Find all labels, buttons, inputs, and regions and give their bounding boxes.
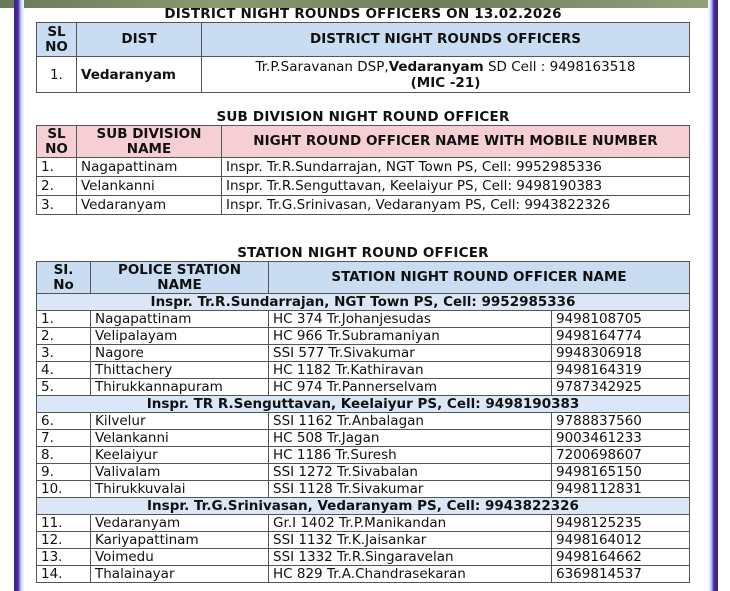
subdivision-name: Nagapattinam (77, 158, 222, 177)
station-phone: 9498164662 (552, 549, 690, 566)
station-sl: 12. (37, 532, 91, 549)
station-row (37, 430, 690, 447)
station-name: Velipalayam (91, 328, 269, 345)
district-officer-mic: (MIC -21) (410, 74, 481, 91)
subdivision-sl: 1. (37, 158, 77, 177)
station-name: Voimedu (91, 549, 269, 566)
station-row (37, 379, 690, 396)
station-name: Thirukkuvalai (91, 481, 269, 498)
station-sl: 1. (37, 311, 91, 328)
station-phone: 9498112831 (552, 481, 690, 498)
district-heading: DISTRICT NIGHT ROUNDS OFFICERS ON 13.02.2026 (164, 6, 562, 22)
station-phone: 9498108705 (552, 311, 690, 328)
station-officer: HC 374 Tr.Johanjesudas (269, 311, 552, 328)
station-phone: 6369814537 (552, 566, 690, 583)
station-officer: SSI 1162 Tr.Anbalagan (269, 413, 552, 430)
station-officer: HC 1186 Tr.Suresh (269, 447, 552, 464)
station-name: Vedaranyam (91, 515, 269, 532)
station-name: Kilvelur (91, 413, 269, 430)
station-name: Thirukkannapuram (91, 379, 269, 396)
district-officer-name: Tr.P.Saravanan DSP, (255, 58, 389, 75)
station-sl: 14. (37, 566, 91, 583)
station-phone: 9788837560 (552, 413, 690, 430)
station-sl: 4. (37, 362, 91, 379)
station-officer: HC 1182 Tr.Kathiravan (269, 362, 552, 379)
station-row (37, 328, 690, 345)
station-row (37, 345, 690, 362)
station-name: Valivalam (91, 464, 269, 481)
subdivision-officer: Inspr. Tr.G.Srinivasan, Vedaranyam PS, Cell: 9943822326 (222, 196, 690, 215)
subdivision-officer: Inspr. Tr.R.Senguttavan, Keelaiyur PS, Cell: 9498190383 (222, 177, 690, 196)
subdivision-row (37, 177, 690, 196)
station-phone: 9498165150 (552, 464, 690, 481)
district-header-row (37, 23, 690, 57)
station-sl: 7. (37, 430, 91, 447)
col-sl-no: SI. No (37, 262, 91, 294)
station-sl: 9. (37, 464, 91, 481)
group-title: Inspr. Tr.G.Srinivasan, Vedaranyam PS, Cell: 9943822326 (37, 498, 690, 515)
station-officer: HC 829 Tr.A.Chandrasekaran (269, 566, 552, 583)
subdivision-row (37, 196, 690, 215)
station-officer: SSI 1128 Tr.Sivakumar (269, 481, 552, 498)
station-phone: 9003461233 (552, 430, 690, 447)
station-sl: 8. (37, 447, 91, 464)
subdivision-name: Velankanni (77, 177, 222, 196)
col-station-name: POLICE STATION NAME (91, 262, 269, 294)
station-sl: 3. (37, 345, 91, 362)
subdivision-header-row (37, 126, 690, 158)
col-district-officers: DISTRICT NIGHT ROUNDS OFFICERS (202, 23, 690, 57)
group-title: Inspr. TR R.Senguttavan, Keelaiyur PS, Cell: 9498190383 (37, 396, 690, 413)
station-phone: 9498164319 (552, 362, 690, 379)
col-dist: DIST (77, 23, 202, 57)
left-border-decoration (14, 0, 24, 591)
subdivision-officer: Inspr. Tr.R.Sundarrajan, NGT Town PS, Cell: 9952985336 (222, 158, 690, 177)
station-officer: HC 974 Tr.Pannerselvam (269, 379, 552, 396)
district-officer (202, 57, 690, 93)
station-header-row (37, 262, 690, 294)
station-officer: HC 508 Tr.Jagan (269, 430, 552, 447)
right-margin (718, 0, 730, 591)
col-sl-no: SL NO (37, 23, 77, 57)
station-row (37, 447, 690, 464)
group-title: Inspr. Tr.R.Sundarrajan, NGT Town PS, Cell: 9952985336 (37, 294, 690, 311)
station-sl: 13. (37, 549, 91, 566)
document-content (36, 6, 690, 583)
station-name: Thittachery (91, 362, 269, 379)
subdivision-name: Vedaranyam (77, 196, 222, 215)
col-sl-no: SL NO (37, 126, 77, 158)
station-name: Velankanni (91, 430, 269, 447)
district-officer-place: Vedaranyam (388, 58, 484, 75)
station-officer: Gr.I 1402 Tr.P.Manikandan (269, 515, 552, 532)
station-row (37, 362, 690, 379)
col-subdivision-name: SUB DIVISION NAME (77, 126, 222, 158)
subdivision-sl: 2. (37, 177, 77, 196)
station-sl: 11. (37, 515, 91, 532)
station-officer: HC 966 Tr.Subramaniyan (269, 328, 552, 345)
station-row (37, 464, 690, 481)
group-header (37, 294, 690, 311)
station-sl: 5. (37, 379, 91, 396)
subdivision-sl: 3. (37, 196, 77, 215)
col-officer-mobile: NIGHT ROUND OFFICER NAME WITH MOBILE NUMBER (222, 126, 690, 158)
district-dist: Vedaranyam (77, 57, 202, 93)
station-phone: 9498164774 (552, 328, 690, 345)
station-row (37, 549, 690, 566)
station-officer: SSI 1272 Tr.Sivabalan (269, 464, 552, 481)
station-table (36, 261, 690, 583)
station-row (37, 515, 690, 532)
station-row (37, 481, 690, 498)
station-name: Keelaiyur (91, 447, 269, 464)
station-row (37, 532, 690, 549)
station-phone: 9498125235 (552, 515, 690, 532)
station-sl: 6. (37, 413, 91, 430)
col-station-officer: STATION NIGHT ROUND OFFICER NAME (269, 262, 690, 294)
station-officer: SSI 577 Tr.Sivakumar (269, 345, 552, 362)
station-heading: STATION NIGHT ROUND OFFICER (237, 245, 489, 261)
station-row (37, 413, 690, 430)
station-officer: SSI 1132 Tr.K.Jaisankar (269, 532, 552, 549)
station-name: Nagore (91, 345, 269, 362)
district-sl: 1. (37, 57, 77, 93)
subdivision-row (37, 158, 690, 177)
station-sl: 2. (37, 328, 91, 345)
station-name: Nagapattinam (91, 311, 269, 328)
station-sl: 10. (37, 481, 91, 498)
right-border-decoration (708, 0, 718, 591)
subdivision-heading: SUB DIVISION NIGHT ROUND OFFICER (216, 109, 510, 125)
station-row (37, 311, 690, 328)
station-phone: 9787342925 (552, 379, 690, 396)
station-name: Kariyapattinam (91, 532, 269, 549)
district-officer-cell: SD Cell : 9498163518 (483, 58, 636, 75)
subdivision-table (36, 125, 690, 215)
district-table (36, 22, 690, 93)
station-row (37, 566, 690, 583)
station-name: Thalainayar (91, 566, 269, 583)
district-row (37, 57, 690, 93)
station-officer: SSI 1332 Tr.R.Singaravelan (269, 549, 552, 566)
station-phone: 7200698607 (552, 447, 690, 464)
station-phone: 9498164012 (552, 532, 690, 549)
station-phone: 9948306918 (552, 345, 690, 362)
group-header (37, 498, 690, 515)
group-header (37, 396, 690, 413)
